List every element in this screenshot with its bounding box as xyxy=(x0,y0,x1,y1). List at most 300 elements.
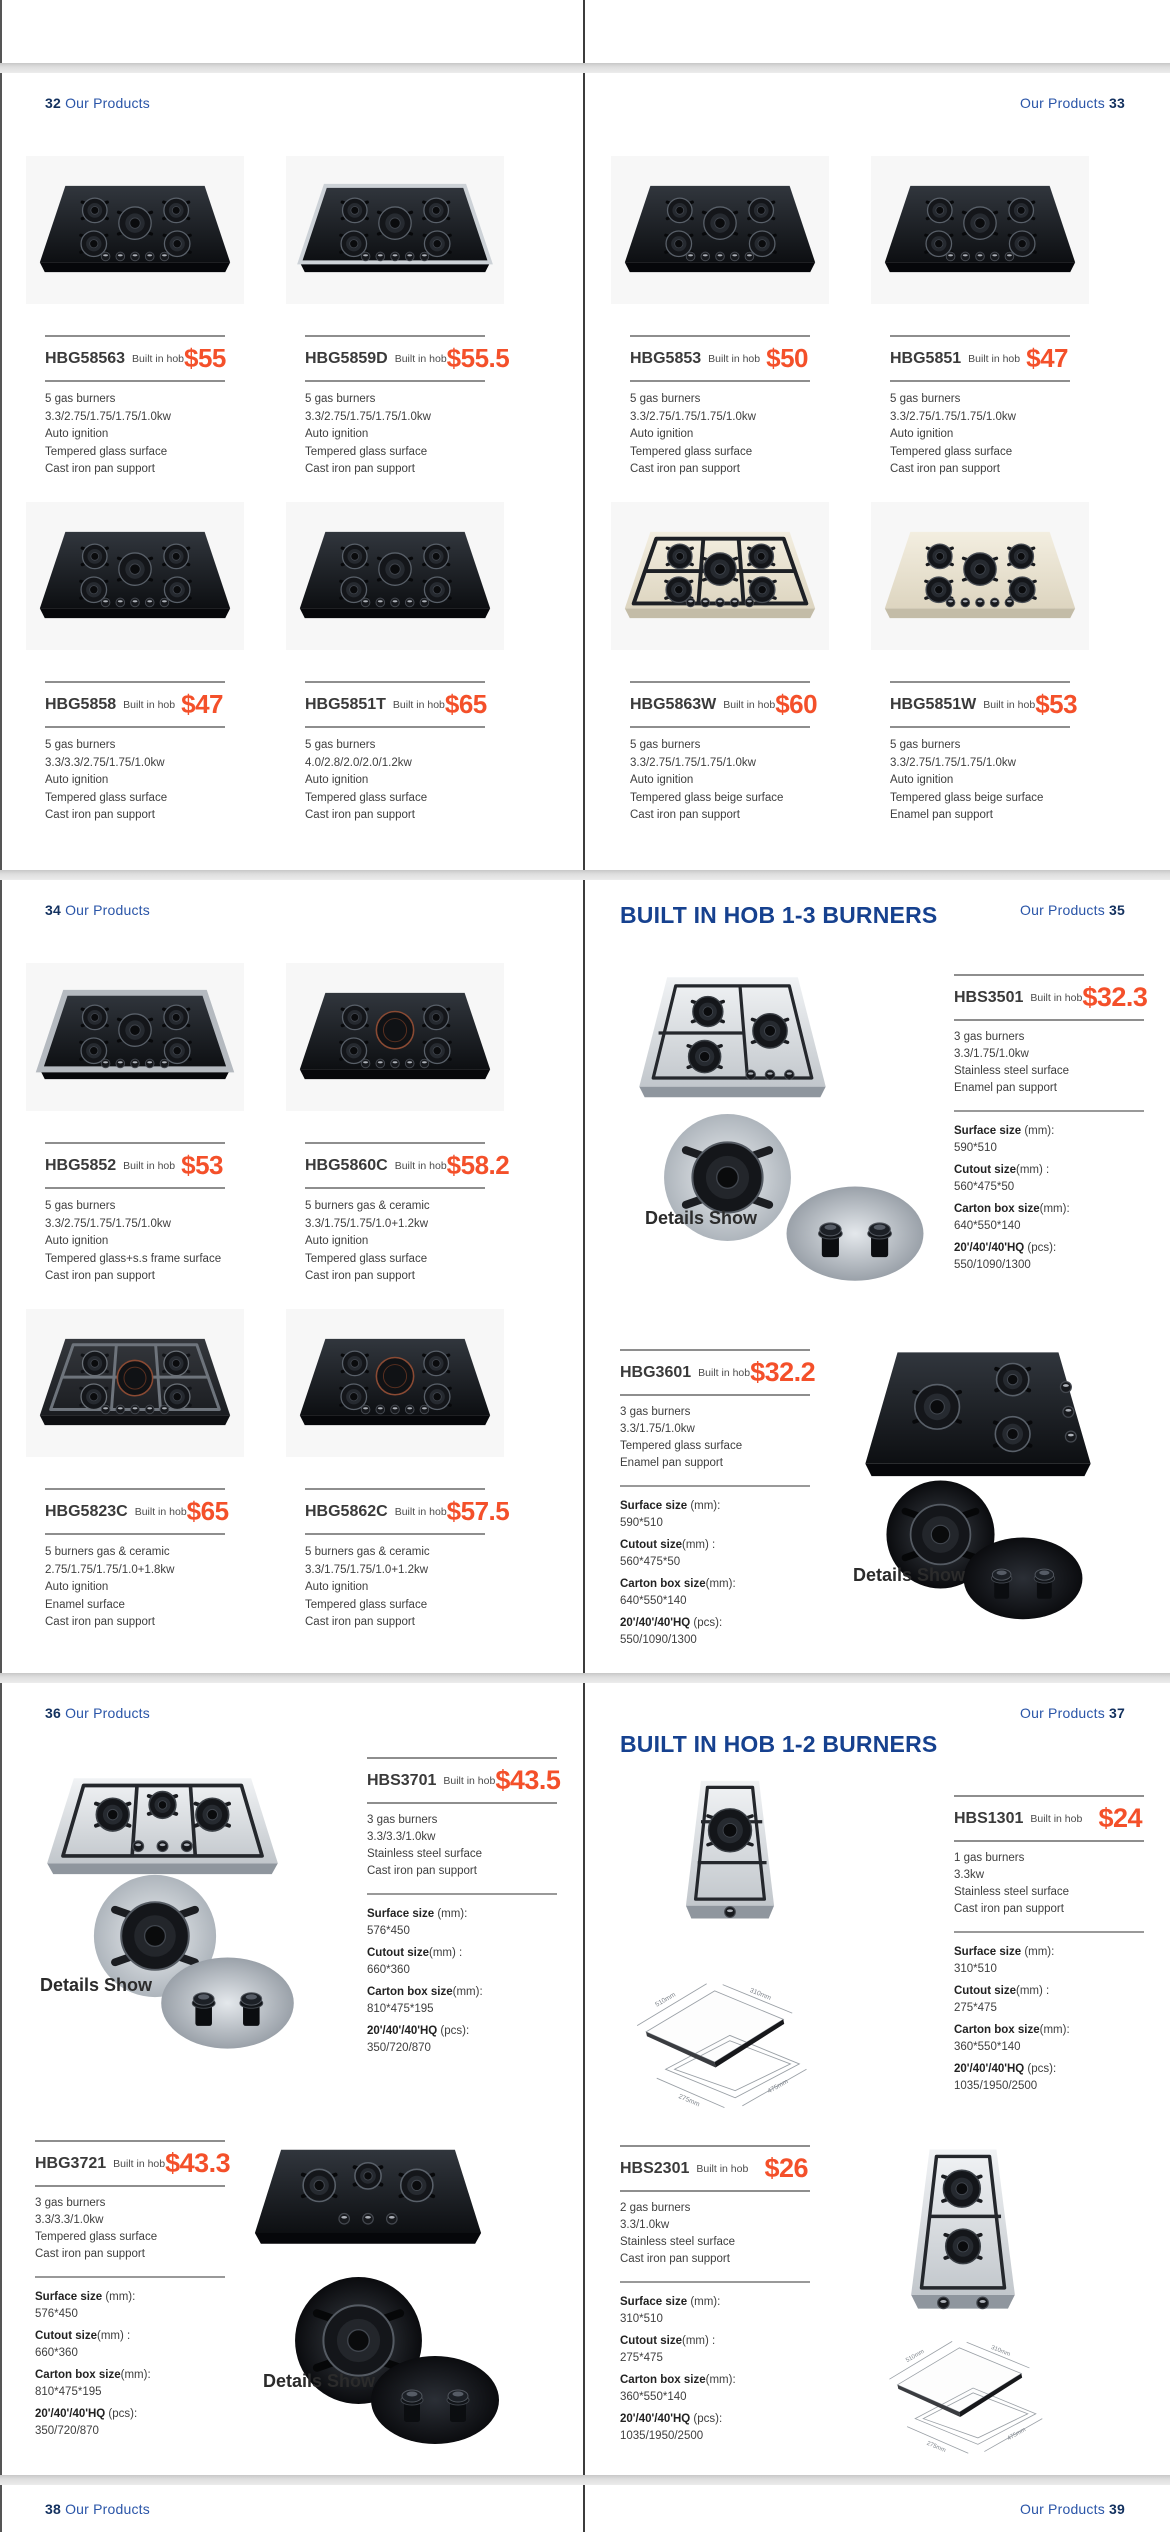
page-34 xyxy=(0,880,585,1673)
product-category-label: Built in hob xyxy=(983,698,1036,711)
page-36 xyxy=(0,1683,585,2475)
product-card xyxy=(45,932,225,1282)
spec-value: 640*550*140 xyxy=(954,1220,1021,1232)
dimension-diagram xyxy=(883,2338,1068,2459)
spec-label: Surface size (mm): xyxy=(620,2296,721,2308)
spread-separator xyxy=(0,1673,1170,1683)
page-header xyxy=(1020,902,1125,918)
product-photo xyxy=(282,125,508,335)
product-category-label: Built in hob xyxy=(392,698,445,711)
feature-line: Auto ignition xyxy=(45,1235,109,1247)
product-category-label: Built in hob xyxy=(696,2162,749,2175)
product-features xyxy=(35,2195,225,2263)
feature-line: 2.75/1.75/1.75/1.0+1.8kw xyxy=(45,1563,175,1576)
product-title-row xyxy=(45,335,225,382)
product-price: $50 xyxy=(766,343,808,373)
spread-32-33 xyxy=(0,73,1170,870)
product-category-label: Built in hob xyxy=(968,352,1021,365)
feature-line: Auto ignition xyxy=(305,1581,369,1593)
feature-line: Auto ignition xyxy=(45,1581,109,1593)
product-price: $58.2 xyxy=(446,1150,510,1180)
product-code: HBG5863W xyxy=(630,695,717,713)
product-features xyxy=(630,737,810,825)
product-detail-block xyxy=(35,2133,557,2473)
feature-line: 3.3/1.0kw xyxy=(620,2219,670,2231)
page-number: 37 xyxy=(1109,1705,1125,1721)
product-card xyxy=(305,471,487,821)
details-show-label: Details Show xyxy=(263,2371,376,2391)
hob-image xyxy=(888,2138,1038,2334)
feature-line: Cast iron pan support xyxy=(954,1903,1064,1915)
details-show-label: Details Show xyxy=(645,1208,758,1228)
product-features xyxy=(45,391,225,479)
product-photo xyxy=(282,471,508,681)
page-39 xyxy=(585,2485,1170,2532)
feature-line: 5 burners gas & ceramic xyxy=(305,1546,430,1558)
spec-label: Cutout size(mm) : xyxy=(954,1985,1050,1997)
feature-line: 3.3/1.75/1.75/1.0+1.2kw xyxy=(305,1217,429,1230)
feature-line: Tempered glass surface xyxy=(35,2231,158,2243)
page-header-label: Our Products xyxy=(65,1705,150,1721)
product-media xyxy=(828,1335,1144,1673)
product-features xyxy=(305,391,485,479)
spec-value: 810*475*195 xyxy=(35,2386,102,2398)
page-header-label: Our Products xyxy=(65,902,150,918)
feature-line: 3 gas burners xyxy=(367,1814,438,1826)
page-header xyxy=(45,95,150,111)
spec-value: 350/720/870 xyxy=(367,2042,431,2054)
product-detail-block xyxy=(35,1753,561,2098)
feature-line: Enamel pan support xyxy=(954,1082,1057,1094)
product-code: HBG5853 xyxy=(630,349,702,367)
product-code: HBS3701 xyxy=(367,1771,437,1789)
dimension-diagram xyxy=(630,1980,835,2114)
page-header-label: Our Products xyxy=(65,95,150,111)
product-photo-frame xyxy=(26,156,244,304)
product-photo-frame xyxy=(286,502,504,650)
feature-line: Cast iron pan support xyxy=(45,1270,155,1282)
spec-value: 810*475*195 xyxy=(367,2003,434,2015)
product-title-row xyxy=(630,681,818,728)
feature-line: Tempered glass+s.s frame surface xyxy=(45,1252,222,1265)
spec-value: 576*450 xyxy=(35,2308,78,2320)
product-code: HBG5859D xyxy=(305,349,388,367)
product-price: $65 xyxy=(444,689,487,719)
spec-label: Surface size (mm): xyxy=(367,1908,468,1920)
feature-line: Tempered glass surface xyxy=(305,445,428,458)
feature-line: 5 gas burners xyxy=(305,393,376,405)
feature-line: Cast iron pan support xyxy=(620,2253,730,2265)
product-photo xyxy=(22,471,248,681)
product-title-row xyxy=(630,335,810,382)
feature-line: Tempered glass surface xyxy=(305,1252,428,1265)
feature-line: Stainless steel surface xyxy=(620,2236,736,2248)
product-photo-frame xyxy=(26,963,244,1111)
page-header-label: Our Products xyxy=(1020,2501,1105,2517)
hob-image xyxy=(292,973,498,1101)
product-price: $24 xyxy=(1098,1803,1142,1833)
spec-value: 310*510 xyxy=(620,2313,663,2325)
product-features xyxy=(45,1544,225,1632)
product-features xyxy=(305,1198,485,1286)
feature-line: Auto ignition xyxy=(45,774,109,786)
feature-line: Cast iron pan support xyxy=(305,463,415,475)
knobs-detail-image xyxy=(958,1530,1088,1623)
feature-line: 5 gas burners xyxy=(305,739,376,751)
spec-list xyxy=(620,2283,810,2444)
product-photo xyxy=(22,932,248,1142)
spec-value: 1035/1950/2500 xyxy=(620,2430,704,2442)
hob-image xyxy=(32,512,238,640)
feature-line: Auto ignition xyxy=(45,428,109,440)
feature-line: Auto ignition xyxy=(305,774,369,786)
product-media xyxy=(620,960,936,1300)
hob-image xyxy=(877,166,1083,294)
spec-value: 590*510 xyxy=(620,1517,663,1529)
page-header xyxy=(1020,1705,1125,1721)
product-category-label: Built in hob xyxy=(1030,1812,1083,1825)
product-spec-column xyxy=(367,1757,561,2098)
spec-value: 560*475*50 xyxy=(954,1181,1015,1193)
feature-line: 5 burners gas & ceramic xyxy=(45,1546,170,1558)
hob-image xyxy=(848,1335,1108,1496)
feature-line: 5 gas burners xyxy=(45,1200,116,1212)
product-price: $65 xyxy=(186,1496,229,1526)
product-photo-frame xyxy=(26,502,244,650)
spec-value: 275*475 xyxy=(620,2352,663,2364)
feature-line: 1 gas burners xyxy=(954,1852,1025,1864)
feature-line: Auto ignition xyxy=(630,428,694,440)
spec-label: 20'/40'/40'HQ (pcs): xyxy=(35,2408,138,2420)
product-grid xyxy=(0,880,583,1628)
product-code: HBG5823C xyxy=(45,1502,128,1520)
spec-label: 20'/40'/40'HQ (pcs): xyxy=(954,2063,1057,2075)
product-title-row xyxy=(890,681,1078,728)
spec-value: 275*475 xyxy=(954,2002,997,2014)
product-photo xyxy=(867,471,1093,681)
feature-line: Cast iron pan support xyxy=(305,1616,415,1628)
feature-line: Auto ignition xyxy=(630,774,694,786)
product-card xyxy=(45,125,226,475)
feature-line: Tempered glass surface xyxy=(45,791,168,804)
feature-line: Cast iron pan support xyxy=(45,809,155,821)
feature-line: Tempered glass beige surface xyxy=(890,791,1044,804)
product-features xyxy=(305,1544,485,1632)
hob-image xyxy=(292,166,498,294)
feature-line: Cast iron pan support xyxy=(35,2248,145,2260)
product-category-label: Built in hob xyxy=(698,1366,751,1379)
feature-line: 3.3/1.75/1.0kw xyxy=(620,1423,695,1435)
product-code: HBG3721 xyxy=(35,2154,107,2172)
product-features xyxy=(630,391,810,479)
spec-list xyxy=(367,1895,557,2056)
product-title-row xyxy=(305,1142,510,1189)
product-code: HBG5862C xyxy=(305,1502,388,1520)
spec-value: 350/720/870 xyxy=(35,2425,99,2437)
product-category-label: Built in hob xyxy=(394,1159,447,1172)
spec-list xyxy=(620,1487,810,1648)
page-37 xyxy=(585,1683,1170,2475)
product-photo xyxy=(607,471,833,681)
feature-line: 3 gas burners xyxy=(620,1406,691,1418)
hob-image xyxy=(32,1319,238,1447)
product-price: $47 xyxy=(181,689,223,719)
spread-previous-partial xyxy=(0,0,1170,63)
hob-image xyxy=(32,166,238,294)
feature-line: Tempered glass beige surface xyxy=(630,791,784,804)
feature-line: Cast iron pan support xyxy=(630,809,740,821)
spec-value: 360*550*140 xyxy=(954,2041,1021,2053)
page-number: 33 xyxy=(1109,95,1125,111)
product-photo xyxy=(22,125,248,335)
product-title-row xyxy=(954,974,1148,1021)
feature-line: Auto ignition xyxy=(305,428,369,440)
knobs-detail-image xyxy=(365,2348,505,2448)
spec-label: 20'/40'/40'HQ (pcs): xyxy=(620,2413,723,2425)
product-category-label: Built in hob xyxy=(132,352,184,365)
product-price: $55.5 xyxy=(446,343,510,373)
spec-value: 560*475*50 xyxy=(620,1556,681,1568)
spread-36-37 xyxy=(0,1683,1170,2475)
hob-image xyxy=(617,512,823,640)
product-features xyxy=(620,2200,810,2268)
product-code: HBG5858 xyxy=(45,695,117,713)
page-number: 34 xyxy=(45,902,61,918)
page-header xyxy=(45,1705,150,1721)
product-features xyxy=(954,1029,1144,1097)
product-price: $43.5 xyxy=(495,1765,561,1795)
product-category-label: Built in hob xyxy=(394,352,447,365)
product-detail-block xyxy=(620,960,1148,1300)
product-title-row xyxy=(45,1488,229,1535)
product-price: $55 xyxy=(184,343,226,373)
product-title-row xyxy=(305,681,485,728)
spec-label: Carton box size(mm): xyxy=(367,1986,483,1998)
feature-line: 5 gas burners xyxy=(630,739,701,751)
product-price: $57.5 xyxy=(446,1496,510,1526)
spec-label: Surface size (mm): xyxy=(954,1125,1055,1137)
hob-image xyxy=(243,2133,493,2264)
spread-separator xyxy=(0,63,1170,73)
hob-image xyxy=(617,166,823,294)
product-card xyxy=(890,471,1078,821)
product-features xyxy=(45,1198,225,1286)
product-code: HBG58563 xyxy=(45,349,126,367)
spec-value: 310*510 xyxy=(954,1963,997,1975)
spec-label: Cutout size(mm) : xyxy=(620,2335,716,2347)
spec-label: Surface size (mm): xyxy=(620,1500,721,1512)
page-number: 36 xyxy=(45,1705,61,1721)
spread-38-39-partial xyxy=(0,2485,1170,2532)
product-code: HBG5851T xyxy=(305,695,386,713)
feature-line: 3.3/3.3/1.0kw xyxy=(35,2214,104,2226)
spec-label: Carton box size(mm): xyxy=(35,2369,151,2381)
product-title-row xyxy=(367,1757,561,1804)
feature-line: 5 burners gas & ceramic xyxy=(305,1200,430,1212)
product-category-label: Built in hob xyxy=(708,352,761,365)
feature-line: 3 gas burners xyxy=(35,2197,106,2209)
feature-line: 3 gas burners xyxy=(954,1031,1025,1043)
page-38 xyxy=(0,2485,585,2532)
feature-line: Stainless steel surface xyxy=(954,1065,1070,1077)
hob-image xyxy=(292,1319,498,1447)
product-code: HBG5852 xyxy=(45,1156,117,1174)
feature-line: 3.3/2.75/1.75/1.75/1.0kw xyxy=(305,410,431,423)
feature-line: Enamel pan support xyxy=(620,1457,723,1469)
product-detail-block xyxy=(620,1335,1144,1673)
spec-list xyxy=(35,2278,225,2439)
feature-line: Tempered glass surface xyxy=(890,445,1013,458)
spec-label: Carton box size(mm): xyxy=(620,1578,736,1590)
product-photo xyxy=(867,125,1093,335)
product-photo-frame xyxy=(286,1309,504,1457)
feature-line: 3.3/1.75/1.0kw xyxy=(954,1048,1029,1060)
product-spec-column xyxy=(620,1349,816,1673)
product-photo xyxy=(607,125,833,335)
feature-line: Auto ignition xyxy=(890,774,954,786)
page-number: 39 xyxy=(1109,2501,1125,2517)
feature-line: 5 gas burners xyxy=(890,739,961,751)
product-title-row xyxy=(305,1488,510,1535)
feature-line: 3.3/2.75/1.75/1.75/1.0kw xyxy=(45,1217,171,1230)
feature-line: 3.3/2.75/1.75/1.75/1.0kw xyxy=(890,410,1016,423)
page-header xyxy=(45,2501,150,2517)
product-category-label: Built in hob xyxy=(113,2157,166,2170)
page-number: 35 xyxy=(1109,902,1125,918)
page-header xyxy=(1020,2501,1125,2517)
feature-line: Tempered glass surface xyxy=(45,445,168,458)
product-category-label: Built in hob xyxy=(443,1774,496,1787)
product-price: $60 xyxy=(775,689,818,719)
product-spec-column xyxy=(954,974,1148,1300)
feature-line: 3.3/3.3/1.0kw xyxy=(367,1831,436,1843)
svg-text:275mm: 275mm xyxy=(677,2093,701,2109)
page-header xyxy=(1020,95,1125,111)
product-photo-frame xyxy=(611,502,829,650)
feature-line: Tempered glass surface xyxy=(305,791,428,804)
feature-line: 5 gas burners xyxy=(45,739,116,751)
feature-line: 5 gas burners xyxy=(45,393,116,405)
feature-line: 3.3/2.75/1.75/1.75/1.0kw xyxy=(890,756,1016,769)
spec-value: 550/1090/1300 xyxy=(954,1259,1031,1271)
feature-line: 5 gas burners xyxy=(630,393,701,405)
product-price: $53 xyxy=(1035,689,1078,719)
feature-line: Enamel surface xyxy=(45,1598,125,1611)
product-spec-column xyxy=(35,2140,231,2473)
product-card xyxy=(305,1278,510,1628)
spec-label: Surface size (mm): xyxy=(35,2291,136,2303)
product-category-label: Built in hob xyxy=(1030,991,1083,1004)
product-title-row xyxy=(620,1349,816,1396)
product-features xyxy=(367,1812,557,1880)
product-features xyxy=(954,1850,1144,1918)
details-show-label: Details Show xyxy=(40,1975,153,1995)
product-price: $26 xyxy=(764,2153,808,2183)
page-number: 38 xyxy=(45,2501,61,2517)
product-category-label: Built in hob xyxy=(394,1505,447,1518)
spread-34-35 xyxy=(0,880,1170,1673)
product-code: HBG3601 xyxy=(620,1363,692,1381)
product-photo-frame xyxy=(871,156,1089,304)
product-photo xyxy=(282,1278,508,1488)
product-photo-frame xyxy=(871,502,1089,650)
feature-line: Cast iron pan support xyxy=(45,1616,155,1628)
page-header xyxy=(45,902,150,918)
knobs-detail-image xyxy=(780,1178,930,1285)
svg-text:510mm: 510mm xyxy=(905,2348,926,2365)
product-photo xyxy=(22,1278,248,1488)
product-price: $43.3 xyxy=(165,2148,231,2178)
page-header-label: Our Products xyxy=(1020,95,1105,111)
product-card xyxy=(630,471,818,821)
page-blank-right xyxy=(585,0,1170,63)
product-photo-frame xyxy=(286,156,504,304)
product-media xyxy=(620,1768,936,2138)
product-spec-column xyxy=(620,2145,810,2475)
feature-line: 3.3/1.75/1.75/1.0+1.2kw xyxy=(305,1563,429,1576)
hob-image xyxy=(32,973,238,1101)
svg-text:310mm: 310mm xyxy=(990,2344,1011,2359)
product-features xyxy=(45,737,225,825)
spec-value: 590*510 xyxy=(954,1142,997,1154)
spec-value: 1035/1950/2500 xyxy=(954,2080,1038,2092)
feature-line: Cast iron pan support xyxy=(305,1270,415,1282)
product-code: HBS1301 xyxy=(954,1809,1024,1827)
product-photo-frame xyxy=(611,156,829,304)
product-title-row xyxy=(305,335,510,382)
page-blank-left xyxy=(0,0,585,63)
feature-line: 3.3/2.75/1.75/1.75/1.0kw xyxy=(45,410,171,423)
feature-line: 2 gas burners xyxy=(620,2202,691,2214)
product-spec-column xyxy=(954,1795,1144,2138)
page-number: 32 xyxy=(45,95,61,111)
product-card xyxy=(305,932,510,1282)
feature-line: Cast iron pan support xyxy=(367,1865,477,1877)
product-category-label: Built in hob xyxy=(123,698,176,711)
product-category-label: Built in hob xyxy=(723,698,776,711)
product-card xyxy=(45,471,225,821)
svg-text:510mm: 510mm xyxy=(654,1991,678,2009)
knobs-detail-image xyxy=(155,1949,300,2053)
spec-label: Carton box size(mm): xyxy=(620,2374,736,2386)
product-price: $32.3 xyxy=(1082,982,1148,1012)
spec-label: Cutout size(mm) : xyxy=(954,1164,1050,1176)
product-card xyxy=(305,125,510,475)
page-header-label: Our Products xyxy=(1020,902,1105,918)
feature-line: Auto ignition xyxy=(890,428,954,440)
product-features xyxy=(620,1404,810,1472)
hob-image xyxy=(877,512,1083,640)
feature-line: Tempered glass surface xyxy=(620,1440,743,1452)
spec-label: Cutout size(mm) : xyxy=(35,2330,131,2342)
page-32 xyxy=(0,73,585,870)
product-photo-frame xyxy=(26,1309,244,1457)
product-category-label: Built in hob xyxy=(134,1505,187,1518)
feature-line: Tempered glass surface xyxy=(305,1598,428,1611)
spec-label: 20'/40'/40'HQ (pcs): xyxy=(620,1617,723,1629)
feature-line: 4.0/2.8/2.0/2.0/1.2kw xyxy=(305,756,412,769)
feature-line: Stainless steel surface xyxy=(954,1886,1070,1898)
product-code: HBG5851W xyxy=(890,695,977,713)
spec-list xyxy=(954,1933,1144,2094)
feature-line: Cast iron pan support xyxy=(630,463,740,475)
product-features xyxy=(890,737,1070,825)
feature-line: Auto ignition xyxy=(305,1235,369,1247)
feature-line: Cast iron pan support xyxy=(305,809,415,821)
spec-label: Cutout size(mm) : xyxy=(620,1539,716,1551)
spec-label: 20'/40'/40'HQ (pcs): xyxy=(954,1242,1057,1254)
hob-image xyxy=(292,512,498,640)
